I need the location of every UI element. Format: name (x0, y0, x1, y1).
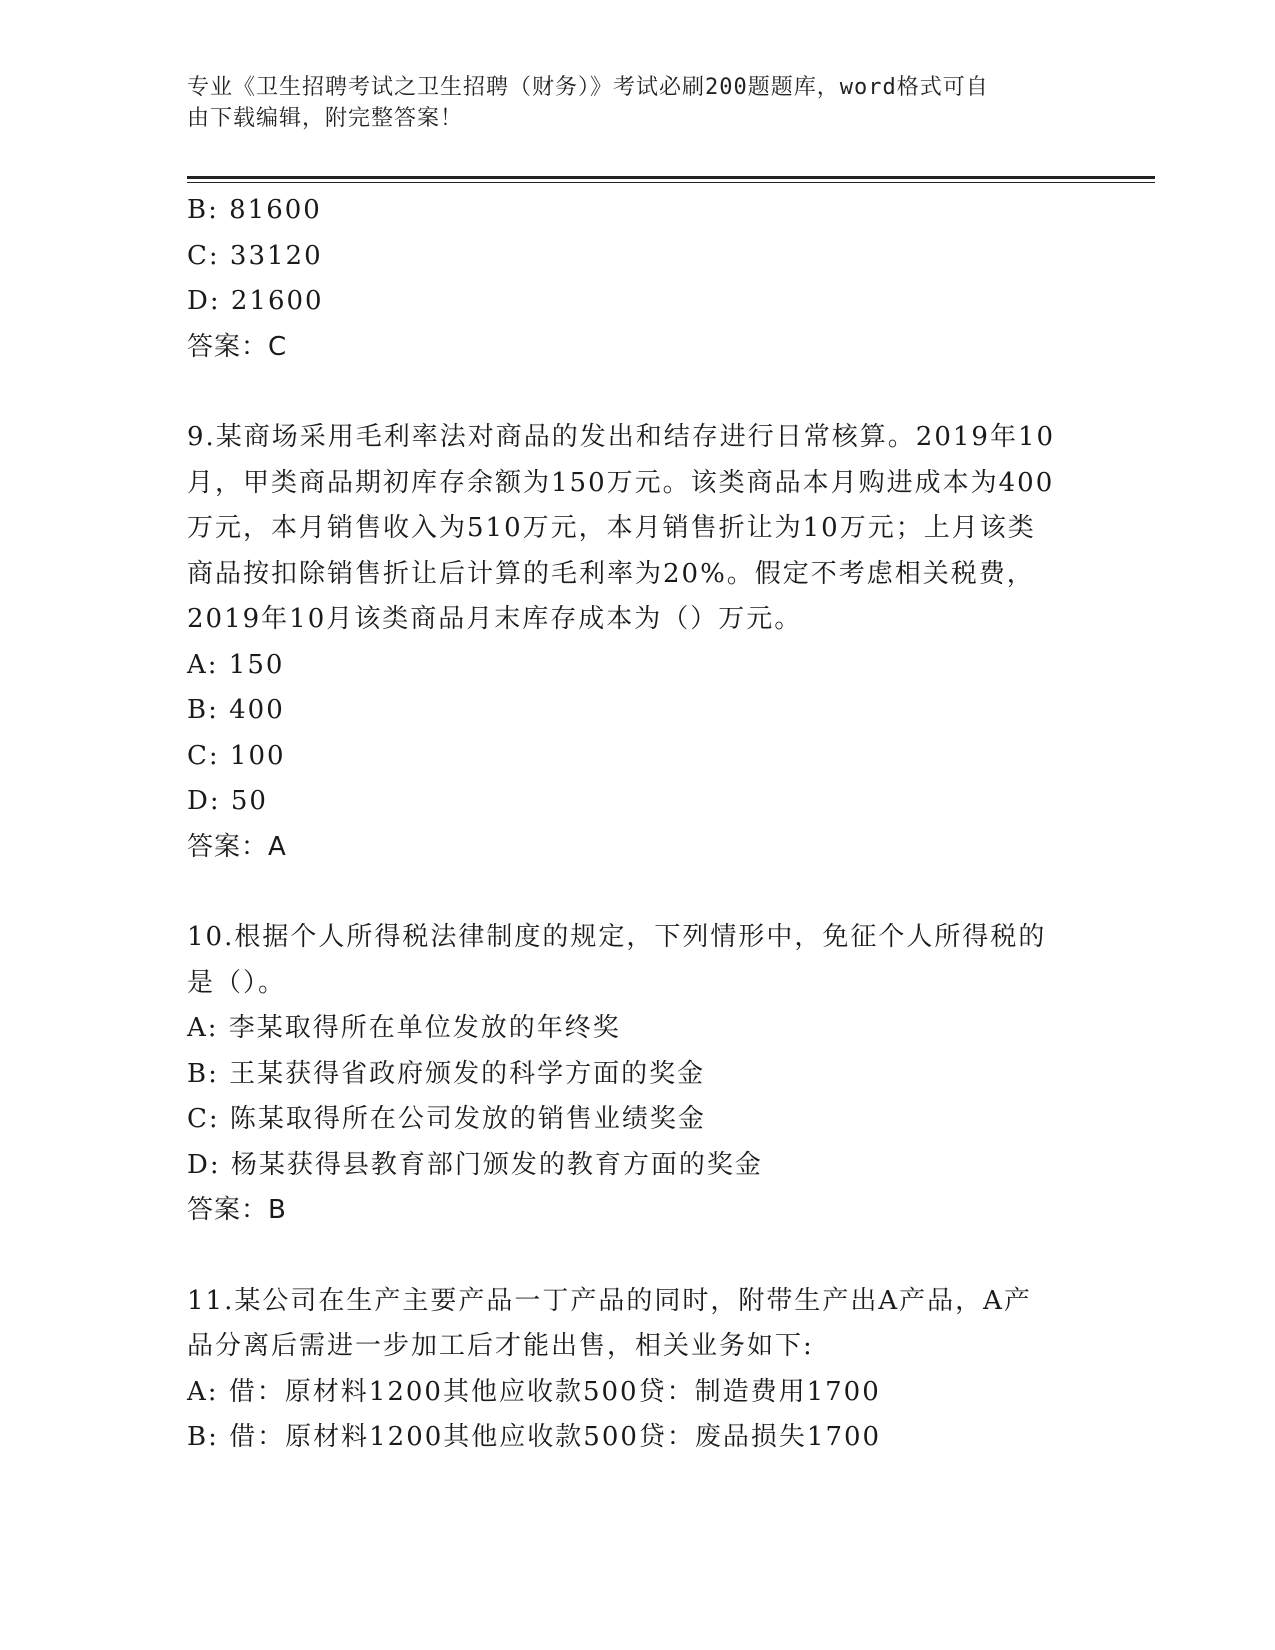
spacer (187, 1234, 1087, 1279)
answer-line: 答案：A (187, 831, 287, 862)
option-a: A: 借：原材料1200其他应收款500贷：制造费用1700 (187, 1376, 881, 1407)
question-stem-line: 2019年10月该类商品月末库存成本为（）万元。 (187, 604, 803, 634)
answer-line: 答案：C (187, 331, 288, 362)
option-b: B: 400 (187, 695, 285, 725)
option-a: A: 150 (187, 649, 285, 680)
option-a: A: 李某取得所在单位发放的年终奖 (187, 1013, 621, 1043)
option-c: C: 陈某取得所在公司发放的销售业绩奖金 (187, 1104, 706, 1134)
spacer (187, 870, 1087, 915)
question-11 (187, 1279, 1087, 1461)
previous-question-tail (187, 188, 1087, 370)
question-stem-line: 是（）。 (187, 967, 287, 998)
question-stem-line: 万元，本月销售收入为510万元，本月销售折让为10万元；上月该类 (187, 513, 1036, 543)
question-9 (187, 415, 1087, 870)
question-10 (187, 915, 1087, 1234)
option-c: C: 33120 (187, 240, 323, 271)
question-stem-line: 品分离后需进一步加工后才能出售，相关业务如下: (187, 1331, 814, 1361)
question-stem-line: 9.某商场采用毛利率法对商品的发出和结存进行日常核算。2019年10 (187, 422, 1056, 452)
option-b: B: 王某获得省政府颁发的科学方面的奖金 (187, 1058, 706, 1089)
option-c: C: 100 (187, 740, 286, 771)
option-d: D: 杨某获得县教育部门颁发的教育方面的奖金 (187, 1149, 763, 1180)
option-b: B: 81600 (187, 195, 322, 225)
header-rule-thick (187, 176, 1155, 179)
header-rule-thin (187, 182, 1155, 183)
question-stem-line: 10.根据个人所得税法律制度的规定，下列情形中，免征个人所得税的 (187, 922, 1047, 952)
document-header (187, 72, 1067, 134)
header-line-2: 由下载编辑，附完整答案！ (187, 106, 464, 131)
question-content (187, 188, 1087, 1461)
option-b: B: 借：原材料1200其他应收款500贷：废品损失1700 (187, 1422, 882, 1452)
option-d: D: 21600 (187, 286, 324, 316)
answer-line: 答案：B (187, 1195, 287, 1225)
question-stem-line: 商品按扣除销售折让后计算的毛利率为20%。假定不考虑相关税费， (187, 558, 1035, 589)
question-stem-line: 月，甲类商品期初库存余额为150万元。该类商品本月购进成本为400 (187, 467, 1055, 498)
spacer (187, 370, 1087, 415)
question-stem-line: 11.某公司在生产主要产品一丁产品的同时，附带生产出A产品，A产 (187, 1285, 1032, 1316)
option-d: D: 50 (187, 786, 268, 816)
header-line-1: 专业《卫生招聘考试之卫生招聘（财务）》考试必刷200题题库，word格式可自 (187, 75, 989, 100)
